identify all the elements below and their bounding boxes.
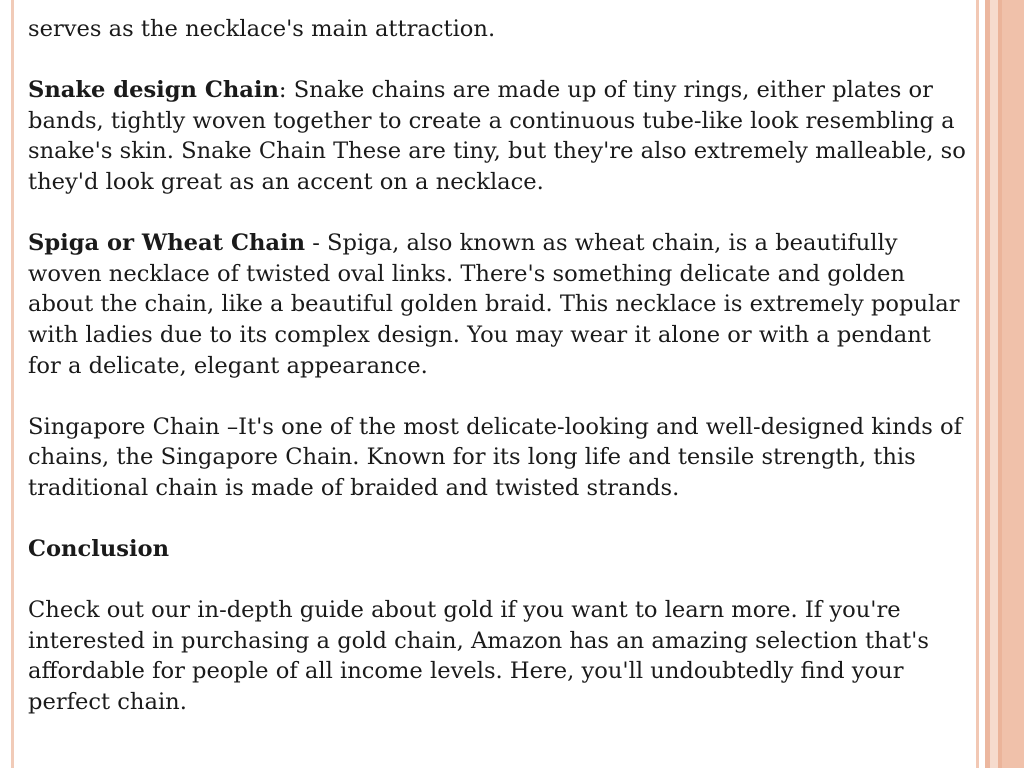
right-decorative-stripes <box>976 0 1024 768</box>
snake-chain-body: : Snake chains are made up of tiny rings, either plates or bands, tightly woven together to create a continuous tube-like look resembling a snake's skin. Snake Chain These are tiny, but they're also extremely malleable, so they'd look great as an accent on a necklace. <box>28 77 966 195</box>
spiga-chain-paragraph <box>28 228 968 381</box>
stripe <box>976 0 979 768</box>
intro-paragraph: serves as the necklace's main attraction. <box>28 16 496 42</box>
spiga-chain-title: Spiga or Wheat Chain <box>28 230 306 257</box>
spiga-chain-body: - Spiga, also known as wheat chain, is a beautifully woven necklace of twisted oval links. There's something delicate and golden about the chain, like a beautiful golden braid. This necklace is extremely popular with ladies due to its complex design. You may wear it alone or with a pendant for a delicate, elegant appearance. <box>28 230 960 379</box>
snake-chain-title: Snake design Chain <box>28 77 279 104</box>
conclusion-paragraph: Check out our in-depth guide about gold if you want to learn more. If you're interested in purchasing a gold chain, Amazon has an amazing selection that's affordable for people of all income levels. Here, you'll undoubtedly find your perfect chain. <box>28 597 929 716</box>
snake-chain-paragraph <box>28 75 968 197</box>
left-border-line <box>11 0 14 768</box>
stripe <box>1002 0 1024 768</box>
slide-body-text <box>28 14 968 718</box>
stripe <box>990 0 998 768</box>
singapore-chain-paragraph: Singapore Chain –It's one of the most delicate-looking and well-designed kinds of chains, the Singapore Chain. Known for its long life and tensile strength, this traditional chain is made of braided and twisted strands. <box>28 413 962 501</box>
conclusion-heading: Conclusion <box>28 536 170 563</box>
